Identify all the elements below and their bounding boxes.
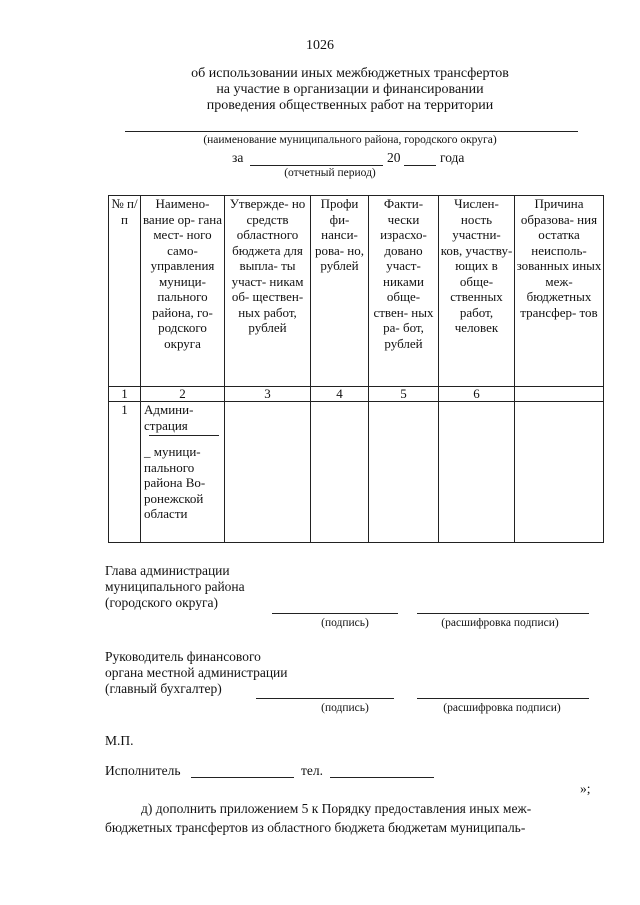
head-title-line: Глава администрации [105,563,230,578]
head-title-line: муниципального района [105,579,245,594]
column-number: 4 [311,387,369,402]
closing-mark: »; [580,781,591,796]
column-number: 3 [225,387,311,402]
empty-cell [515,402,604,543]
header-cell: Профи фи- нанси- рова- но, рублей [311,196,369,387]
phone-line [330,777,434,778]
header-cell: Наимено- вание ор- гана мест- ного само- управления муници- пального района, го- родского округа [141,196,225,387]
period-year-prefix: 20 [387,150,401,165]
report-table [108,195,604,543]
executor-line [191,777,294,778]
district-blank [149,435,219,436]
period-caption: (отчетный период) [284,167,376,179]
row-name-top: Админи- страция [144,402,194,433]
column-number [515,387,604,402]
title-line: проведения общественных работ на территории [206,98,494,113]
finance-decode-line [417,698,589,699]
row-name-cell [141,402,225,543]
page-number: 1026 [306,38,334,53]
stamp-label: М.П. [105,733,134,748]
region-caption: (наименование муниципального района, городского округа) [203,134,497,146]
title-line: на участие в организации и финансировании [216,82,484,97]
column-number: 5 [369,387,439,402]
empty-cell [225,402,311,543]
paragraph-line: д) дополнить приложением 5 к Порядку предоставления иных меж- [141,801,532,816]
finance-title-line: органа местной администрации [105,665,288,680]
paragraph-line: бюджетных трансфертов из областного бюджета бюджетам муниципаль- [105,820,526,835]
phone-label: тел. [301,763,324,778]
period-blank [250,165,383,166]
column-number-row [109,387,604,402]
finance-decode-caption: (расшифровка подписи) [443,702,561,714]
empty-cell [439,402,515,543]
finance-sign-line [256,698,394,699]
head-decode-caption: (расшифровка подписи) [441,617,559,629]
header-cell: Числен- ность участни- ков, участву- ющих в обще- ственных работ, человек [439,196,515,387]
table-header-row [109,196,604,387]
finance-signature-block [105,649,288,697]
row-number: 1 [109,402,141,543]
amendment-paragraph [105,799,595,837]
empty-cell [311,402,369,543]
row-name-bottom: _ муници- пального района Во- ронежской области [144,444,206,521]
head-sign-line [272,613,398,614]
region-name-line [125,131,578,132]
head-title-line: (городского округа) [105,595,219,610]
title-line: об использовании иных межбюджетных трансфертов [191,66,509,81]
header-cell: Причина образова- ния остатка неисполь- зованных иных меж- бюджетных трансфер- тов [515,196,604,387]
empty-cell [369,402,439,543]
year-blank [404,165,436,166]
period-suffix: года [440,150,465,165]
report-title [100,66,600,114]
finance-sign-caption: (подпись) [321,702,369,714]
head-decode-line [417,613,589,614]
header-cell: № п/п [109,196,141,387]
header-cell: Факти- чески израсхо- довано участ- никами обще- ствен- ных ра- бот, рублей [369,196,439,387]
finance-title-line: Руководитель финансового [105,649,261,664]
column-number: 1 [109,387,141,402]
head-sign-caption: (подпись) [321,617,369,629]
period-prefix: за [232,150,244,165]
header-cell: Утвержде- но средств областного бюджета для выпла- ты участ- никам об- ществен- ных работ, рублей [225,196,311,387]
column-number: 6 [439,387,515,402]
finance-title-line: (главный бухгалтер) [105,681,222,696]
table-row [109,402,604,543]
head-signature-block [105,563,245,611]
executor-label: Исполнитель [105,763,181,778]
column-number: 2 [141,387,225,402]
